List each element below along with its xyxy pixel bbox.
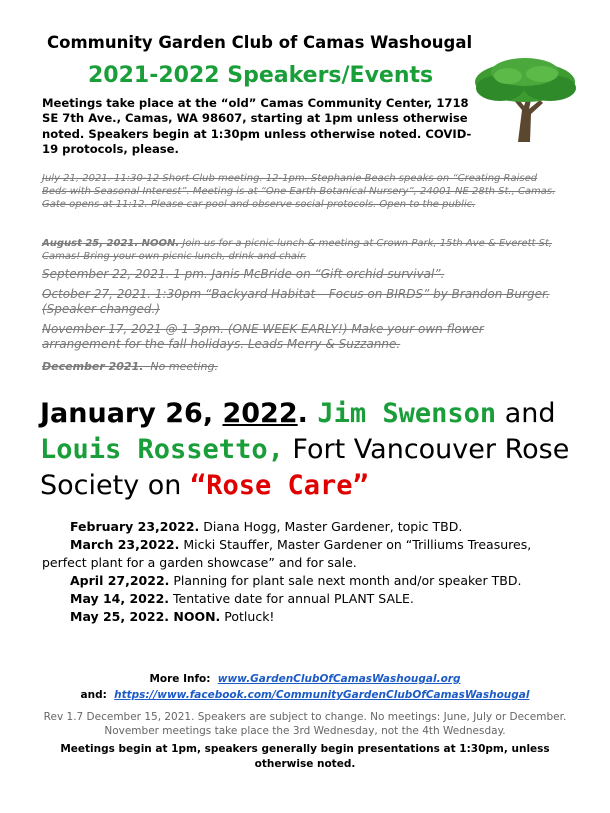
meeting-note: Meetings begin at 1pm, speakers generally begin presentations at 1:30pm, unless otherwise noted. xyxy=(60,743,550,770)
past-event-august-date: August 25, 2021. NOON. xyxy=(42,238,180,249)
past-event-august xyxy=(42,237,562,263)
past-event-september: September 22, 2021. 1 pm. Janis McBride on “Gift orchid survival”. xyxy=(42,267,445,281)
feature-date-prefix: January 26, xyxy=(40,398,223,429)
facebook-link[interactable]: https://www.facebook.com/CommunityGardenClubOfCamasWashougal xyxy=(114,689,530,701)
past-event-august-text: Join us for a picnic lunch & meeting at Crown Park, 15th Ave & Everett St, Camas! Bring your own picnic lunch, drink and chair. xyxy=(42,238,553,262)
feature-date-suffix: . xyxy=(297,398,318,429)
revision-note: Rev 1.7 December 15, 2021. Speakers are subject to change. No meetings: June, July or December. November meetings take place the 3rd Wednesday, not the 4th Wednesday. xyxy=(43,711,567,737)
upcoming-event-text: Potluck! xyxy=(220,609,275,624)
upcoming-event-date: March 23,2022. xyxy=(70,537,180,552)
feature-speaker-1: Jim Swenson xyxy=(317,398,497,429)
featured-event xyxy=(40,396,580,504)
website-link[interactable]: www.GardenClubOfCamasWashougal.org xyxy=(217,673,461,685)
tree-icon xyxy=(470,54,580,144)
upcoming-event-date: May 14, 2022. xyxy=(70,591,170,606)
feature-topic: “Rose Care” xyxy=(189,470,369,501)
events-title: 2021-2022 Speakers/Events xyxy=(88,63,434,88)
upcoming-events xyxy=(42,518,562,626)
upcoming-event-text: Tentative date for annual PLANT SALE. xyxy=(169,591,414,606)
feature-and: and xyxy=(496,398,556,429)
past-event-december-date: December 2021. xyxy=(42,360,144,373)
past-event-december-text: No meeting. xyxy=(150,360,218,373)
past-event-october: October 27, 2021. 1:30pm “Backyard Habitat – Focus on BIRDS” by Brandon Burger. (Speaker changed.) xyxy=(42,287,550,316)
feature-org: Fort Vancouver Rose Society on xyxy=(40,434,570,501)
past-event-november: November 17, 2021 @ 1-3pm. (ONE WEEK EARLY!) Make your own flower arrangement for the fall holidays. Leads Merry & Suzzanne. xyxy=(42,322,484,351)
upcoming-event-text: Micki Stauffer, Master Gardener on “Trilliums Treasures, perfect plant for a garden showcase” and for sale. xyxy=(42,537,532,570)
more-info-label: More Info: xyxy=(149,673,211,685)
and-label: and: xyxy=(80,689,107,701)
upcoming-event xyxy=(42,536,562,572)
feature-date-year: 2022 xyxy=(222,398,298,429)
upcoming-event-text: Planning for plant sale next month and/or speaker TBD. xyxy=(169,573,522,588)
upcoming-event-date: April 27,2022. xyxy=(70,573,170,588)
upcoming-event-date: February 23,2022. xyxy=(70,519,200,534)
upcoming-event xyxy=(42,590,562,608)
upcoming-event xyxy=(42,572,562,590)
more-info xyxy=(30,671,580,703)
upcoming-event-text: Diana Hogg, Master Gardener, topic TBD. xyxy=(199,519,463,534)
past-event-december xyxy=(42,360,562,373)
feature-speaker-2: Louis Rossetto, xyxy=(40,434,284,465)
club-title: Community Garden Club of Camas Washougal xyxy=(47,33,473,52)
meeting-intro: Meetings take place at the “old” Camas Community Center, 1718 SE 7th Ave., Camas, WA 98607, starting at 1pm unless otherwise noted. Speakers begin at 1:30pm unless otherwise noted. COVID-19 protocols, please. xyxy=(42,96,472,156)
past-event-july: July 21, 2021. 11:30-12 Short Club meeting. 12-1pm. Stephanie Beach speaks on “Creating Raised Beds with Seasonal Interest”. Meeting is at “One Earth Botanical Nursery”, 24001 NE 28th St., Camas. Gate opens at 11:12. Please car pool and observe social protocols. Open to the public. xyxy=(42,173,556,210)
upcoming-event xyxy=(42,518,562,536)
upcoming-event xyxy=(42,608,562,626)
upcoming-event-date: May 25, 2022. NOON. xyxy=(70,609,221,624)
